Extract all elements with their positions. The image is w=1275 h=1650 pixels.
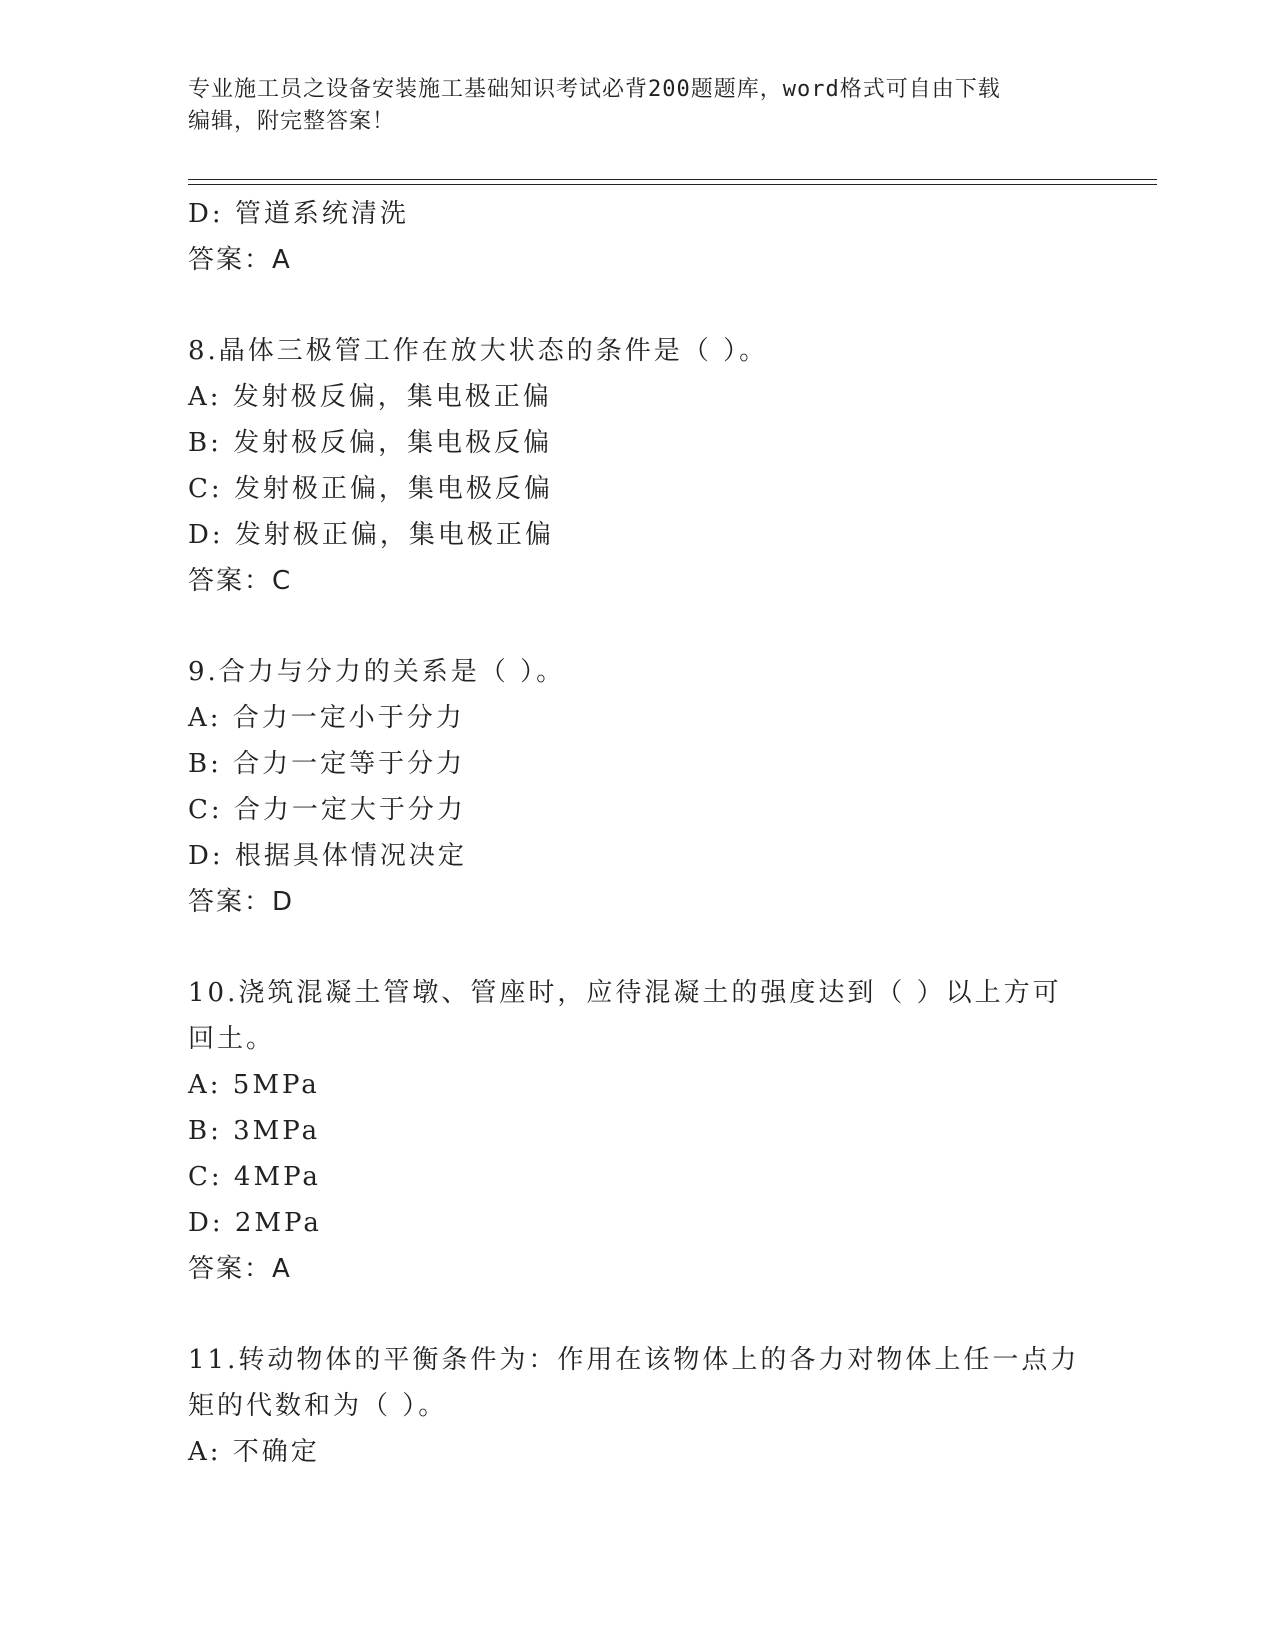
- question-stem: 9.合力与分力的关系是（ ）。: [188, 657, 566, 687]
- question-spacer: [188, 925, 1088, 970]
- option-a: A: 发射极反偏，集电极正偏: [188, 382, 552, 412]
- option-c: C: 4MPa: [188, 1162, 321, 1192]
- question-7-tail: [188, 191, 1088, 283]
- document-header: [188, 74, 1068, 138]
- header-divider-top: [188, 179, 1157, 180]
- option-d: D: 根据具体情况决定: [188, 841, 467, 871]
- header-title-line-2: 编辑，附完整答案！: [188, 109, 396, 134]
- question-spacer: [188, 283, 1088, 328]
- answer-line: 答案：A: [188, 245, 292, 275]
- option-b: B: 3MPa: [188, 1116, 321, 1146]
- option-d: D: 管道系统清洗: [188, 199, 409, 229]
- header-divider-bottom: [188, 184, 1157, 185]
- question-spacer: [188, 1292, 1088, 1337]
- option-c: C: 合力一定大于分力: [188, 795, 466, 825]
- option-d: D: 发射极正偏，集电极正偏: [188, 520, 554, 550]
- question-stem-line-2: 矩的代数和为（ ）。: [188, 1391, 448, 1421]
- question-stem-line-1: 10.浇筑混凝土管墩、管座时，应待混凝土的强度达到（ ）以上方可: [188, 978, 1062, 1008]
- question-spacer: [188, 604, 1088, 649]
- question-stem-line-1: 11.转动物体的平衡条件为：作用在该物体上的各力对物体上任一点力: [188, 1345, 1080, 1375]
- question-11: [188, 1337, 1088, 1475]
- option-a: A: 5MPa: [188, 1070, 320, 1100]
- question-list: [188, 191, 1088, 1475]
- answer-line: 答案：A: [188, 1254, 292, 1284]
- question-8: [188, 328, 1088, 604]
- option-b: B: 发射极反偏，集电极反偏: [188, 428, 553, 458]
- option-a: A: 合力一定小于分力: [188, 703, 465, 733]
- question-9: [188, 649, 1088, 925]
- question-10: [188, 970, 1088, 1292]
- option-a: A: 不确定: [188, 1437, 320, 1467]
- option-b: B: 合力一定等于分力: [188, 749, 466, 779]
- answer-line: 答案：D: [188, 887, 295, 917]
- option-d: D: 2MPa: [188, 1208, 322, 1238]
- option-c: C: 发射极正偏，集电极反偏: [188, 474, 553, 504]
- question-stem: 8.晶体三极管工作在放大状态的条件是（ ）。: [188, 336, 769, 366]
- answer-line: 答案：C: [188, 566, 293, 596]
- question-stem-line-2: 回土。: [188, 1024, 276, 1054]
- header-title-line-1: 专业施工员之设备安装施工基础知识考试必背200题题库，word格式可自由下载: [188, 77, 1001, 102]
